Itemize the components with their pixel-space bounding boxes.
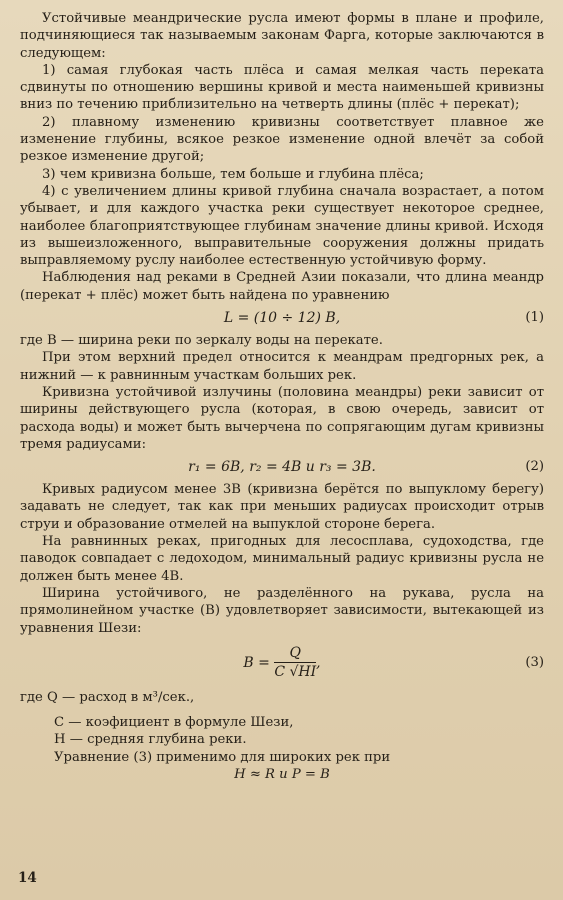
equation-3-expression — [20, 637, 544, 689]
equation-3-lhs: B = — [243, 654, 270, 671]
paragraph: Ширина устойчивого, не разделённого на рукава, русла на прямолинейном участке (B) удовлетворяет зависимости, вытекающей из уравнения Шези: — [20, 585, 544, 636]
equation-3-number: (3) — [525, 654, 544, 670]
paragraph: Кривизна устойчивой излучины (половина меандры) реки зависит от ширины действующего русла (которая, в свою очередь, зависит от расхода воды) и может быть вычерчена по сопрягающим дугам кривизны тремя радиусами: — [20, 384, 544, 452]
equation-2-expression: r₁ = 6B, r₂ = 4B и r₃ = 3B. — [188, 459, 376, 476]
paragraph: При этом верхний предел относится к меандрам предгорных рек, а нижний — к равнинным участкам больших рек. — [20, 350, 544, 383]
equation-3-denominator: C √HI — [274, 664, 317, 681]
equation-4: H ≈ R и P = B — [234, 766, 330, 782]
equation-3 — [20, 637, 544, 689]
list-item: 1) самая глубокая часть плёса и самая мелкая часть переката сдвинуты по отношению вершины кривой и места наименьшей кривизны вниз по течению приблизительно на четверть длины (плёс + перекат); — [20, 62, 544, 113]
equation-3-trail: , — [316, 654, 321, 671]
paragraph: На равнинных реках, пригодных для лесосплава, судоходства, где паводок совпадает с ледоходом, минимальный радиус кривизны русла не должен быть менее 4B. — [20, 534, 544, 584]
definition-line: C — коэфициент в формуле Шези, — [54, 715, 294, 731]
equation-1-number: (1) — [525, 310, 544, 326]
paragraph: Наблюдения над реками в Средней Азии показали, что длина меандр (перекат + плёс) может быть найдена по уравнению — [20, 270, 544, 303]
equation-1 — [20, 304, 544, 332]
page-number: 14 — [18, 870, 37, 886]
equation-2-number: (2) — [525, 459, 544, 475]
definition-line: H — средняя глубина реки. — [54, 732, 247, 748]
list-item: 3) чем кривизна больше, тем больше и глубина плёса; — [42, 166, 424, 182]
paragraph: Уравнение (3) применимо для широких рек при — [54, 749, 391, 765]
equation-3-numerator: Q — [274, 644, 316, 663]
equation-3-fraction — [274, 644, 316, 681]
body-text — [20, 10, 544, 783]
paragraph: где B — ширина реки по зеркалу воды на перекате. — [20, 333, 383, 349]
paragraph: где Q — расход в м³/сек., — [20, 689, 195, 705]
paragraph: Устойчивые меандрические русла имеют формы в плане и профиле, подчиняющиеся так называемым законам Фарга, которые заключаются в следующем: — [20, 11, 544, 61]
equation-2 — [20, 453, 544, 481]
equation-1-expression: L = (10 ÷ 12) B, — [223, 310, 341, 327]
list-item: 4) с увеличением длины кривой глубина сначала возрастает, а потом убывает, и для каждого участка реки существует некоторое среднее, наиболее благоприятствующее глубинам значение длины кривой. Исходя из вышеизложенного, выправительные сооружения должны придать выправляемому руслу наиболее естественную устойчивую форму. — [20, 183, 544, 269]
list-item: 2) плавному изменению кривизны соответствует плавное же изменение глубины, всякое резкое изменение одной влечёт за собой резкое изменение другой; — [20, 114, 544, 165]
paragraph: Кривых радиусом менее 3B (кривизна берётся по выпуклому берегу) задавать не следует, так как при меньших радиусах происходит отрыв струи и образование отмелей на выпуклой стороне берега. — [20, 482, 544, 532]
